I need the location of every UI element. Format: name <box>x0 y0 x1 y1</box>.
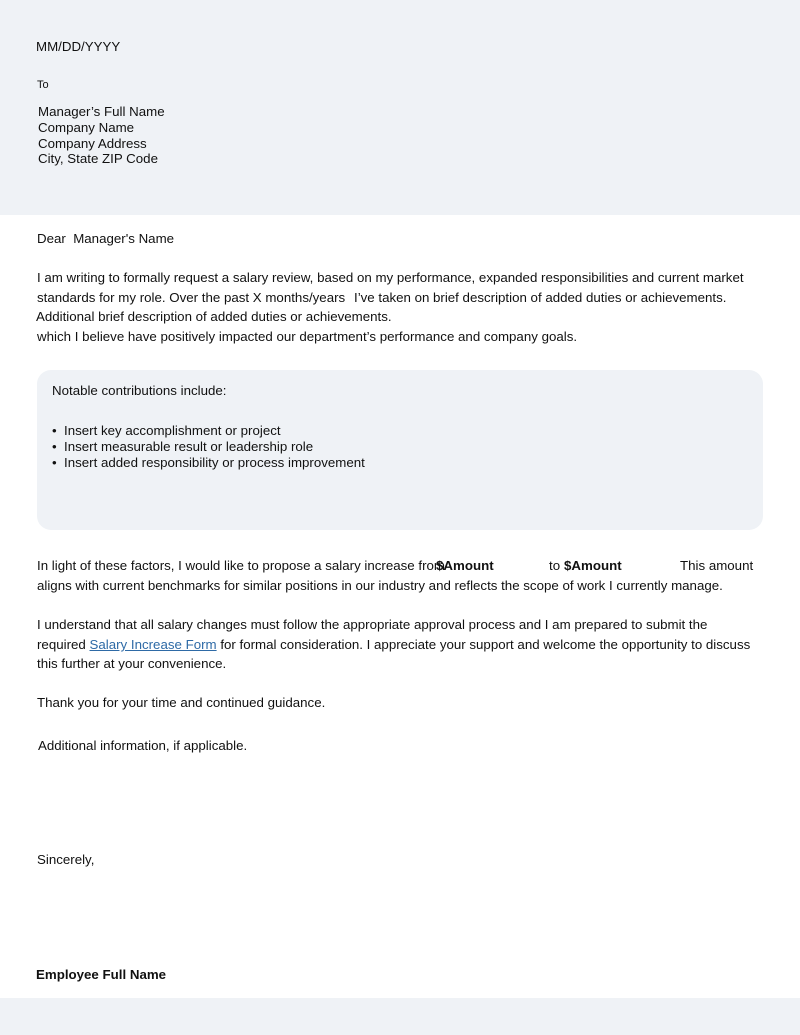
to-label: To <box>37 79 49 91</box>
approval-line3: this further at your convenience. <box>37 656 227 671</box>
to-amount: $Amount <box>564 558 622 573</box>
intro-line: I am writing to formally request a salary review, based on my performance, expanded responsibilities and current market <box>37 270 744 285</box>
proposal-line2: aligns with current benchmarks for similar positions in our industry and reflects the scope of work I currently manage. <box>37 578 723 593</box>
approval-post: for formal consideration. I appreciate your support and welcome the opportunity to discuss <box>220 637 751 652</box>
intro-line: which I believe have positively impacted our department’s performance and company goals. <box>37 329 578 344</box>
recipient-address: Company Address <box>38 136 147 151</box>
contributions-title: Notable contributions include: <box>52 383 227 398</box>
salutation: Dear Manager's Name <box>37 231 175 246</box>
date: MM/DD/YYYY <box>36 39 121 54</box>
intro-line: I’ve taken on <box>354 290 430 305</box>
intro-line: Additional brief description of added duties or achievements. <box>36 309 392 324</box>
recipient-city: City, State ZIP Code <box>38 151 158 166</box>
intro-line: standards for my role. Over the past X months/years <box>37 290 346 305</box>
approval-pre: required <box>37 637 86 652</box>
signature-name: Employee Full Name <box>36 967 167 982</box>
recipient-company: Company Name <box>38 120 135 135</box>
list-item: • Insert key accomplishment or project <box>52 423 281 438</box>
list-item-text: Insert added responsibility or process improvement <box>64 455 365 470</box>
intro-line: brief description of added duties or achievements. <box>433 290 727 305</box>
to-word: to <box>549 558 561 573</box>
approval-line1: I understand that all salary changes must follow the appropriate approval process and I am prepared to submit the <box>37 617 708 632</box>
closing: Sincerely, <box>37 852 95 867</box>
thanks: Thank you for your time and continued guidance. <box>37 695 326 710</box>
footer-band <box>0 998 800 1035</box>
additional-info: Additional information, if applicable. <box>38 738 248 753</box>
list-item: • Insert measurable result or leadership role <box>52 439 314 454</box>
salary-increase-form-link[interactable]: Salary Increase Form <box>89 637 217 652</box>
proposal-tail: This amount <box>680 558 754 573</box>
approval-line2 <box>37 637 750 652</box>
list-item-text: Insert key accomplishment or project <box>64 423 281 438</box>
recipient-name: Manager’s Full Name <box>38 104 165 119</box>
proposal-lead: In light of these factors, I would like to propose a salary increase from <box>37 558 445 573</box>
from-amount: $Amount <box>436 558 494 573</box>
list-item: • Insert added responsibility or process improvement <box>52 455 365 470</box>
list-item-text: Insert measurable result or leadership role <box>64 439 314 454</box>
